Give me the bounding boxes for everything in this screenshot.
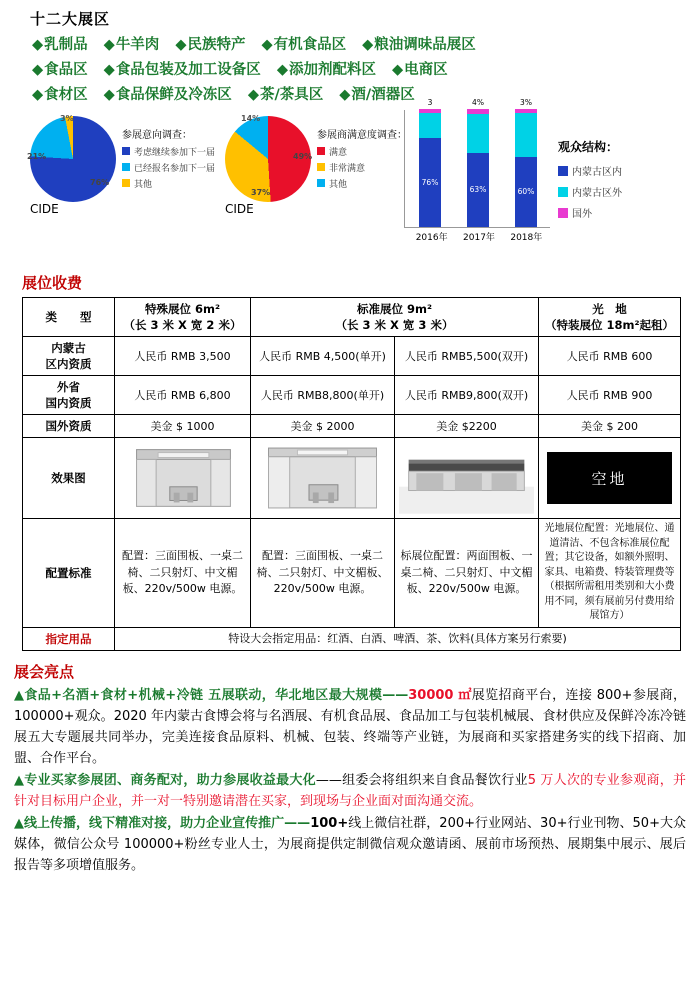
chart-audience-structure — [400, 98, 550, 250]
highlight-item — [14, 685, 686, 769]
row-label-inner-mongolia — [23, 337, 115, 376]
legend-swatch — [317, 147, 325, 155]
legend-item — [317, 161, 407, 174]
highlight-head: 食品+名酒+食材+机械+冷链 五展联动，华北地区最大规模—— — [24, 688, 409, 703]
diamond-icon: ◆ — [339, 87, 351, 103]
cell-config-raw-space: 光地展位配置：光地展位、通道清洁、不包含标准展位配置；其它设备，如额外照明、家具、电箱费、特装管理费等（根据所需租用类别和大小费用不同，须有展前另付费用给展馆方） — [539, 519, 681, 628]
cell-standard-single-price: 人民币 RMB 4,500(单开) — [251, 337, 395, 376]
bar-group-2017 — [467, 98, 489, 227]
highlight-head-tail: 线上微信社群， — [348, 816, 440, 832]
header-line2: （特装展位 18m²起租） — [544, 318, 675, 332]
bar-value-label: 63% — [469, 185, 487, 194]
price-table-title: 展位收费 — [22, 274, 83, 292]
chart-title: 参展商满意度调查： — [317, 129, 407, 141]
bar-value-label: 60% — [517, 187, 535, 196]
header-line2: （长 3 米 X 宽 3 米） — [335, 318, 454, 332]
cell-raw-space-price: 美金 $ 200 — [539, 415, 681, 438]
zone-item: ◆食品区 — [32, 62, 88, 78]
booth-rendering-svg — [255, 441, 390, 515]
cell-standard-single-price: 人民币 RMB8,800(单开) — [251, 376, 395, 415]
legend-item — [558, 184, 622, 199]
legend-label: 考虑继续参加下一届 — [134, 147, 216, 158]
cell-raw-space-price: 人民币 RMB 900 — [539, 376, 681, 415]
booth-rendering-image — [119, 441, 246, 515]
bar-segment-inside — [419, 138, 441, 227]
table-row-config — [23, 519, 681, 628]
charts-section — [0, 98, 700, 268]
legend-swatch — [122, 179, 130, 187]
x-tick-label: 2017年 — [463, 233, 495, 243]
table-header-row — [23, 298, 681, 337]
slice-label: 14% — [241, 114, 261, 123]
bar-plot-area — [404, 98, 550, 228]
bar-group-2016 — [419, 98, 441, 227]
bar-segment-outside — [467, 114, 489, 153]
highlight-head: 线上传播，线下精准对接，助力企业宣传推广—— — [24, 816, 311, 832]
slice-label: 21% — [27, 152, 47, 161]
price-table — [22, 297, 681, 651]
row-label-line1: 外省 — [57, 380, 80, 394]
row-label-config: 配置标准 — [23, 519, 115, 628]
donut-chart — [225, 114, 313, 216]
table-row-designated — [23, 627, 681, 651]
table-row — [23, 376, 681, 415]
bar-x-axis — [408, 230, 550, 243]
legend-label: 国外 — [572, 209, 592, 220]
row-label-rendering: 效果图 — [23, 438, 115, 519]
zone-item: ◆食材区 — [32, 87, 88, 103]
diamond-icon: ◆ — [247, 87, 259, 103]
bar-group-2018 — [515, 98, 537, 227]
header-line1: 标准展位 9m² — [356, 302, 433, 316]
zone-row — [20, 33, 700, 54]
cell-standard-double-price: 人民币 RMB5,500(双开) — [395, 337, 539, 376]
empty-land-label: 空地 — [547, 452, 672, 504]
legend-item — [558, 205, 622, 220]
bar-segment-outside — [419, 113, 441, 138]
highlights-list — [14, 685, 686, 876]
zone-item: ◆食品包装及加工设备区 — [103, 62, 261, 78]
zone-row — [20, 58, 700, 79]
legend-swatch — [122, 163, 130, 171]
cell-rendering-raw-space — [539, 438, 681, 519]
highlight-head-tail: 展览招商平台， — [471, 688, 566, 703]
cell-config-standard-single: 配置：三面围板、一桌二椅、二只射灯、中文楣板、220v/500w 电源。 — [251, 519, 395, 628]
slice-label: 76% — [90, 178, 110, 187]
highlight-head: 专业买家参展团、商务配对，助力参展收益最大化 — [24, 773, 316, 789]
cell-special-price: 人民币 RMB 3,500 — [115, 337, 251, 376]
diamond-icon: ◆ — [103, 37, 115, 53]
header-type: 类 型 — [23, 298, 115, 337]
header-standard-booth — [251, 298, 539, 337]
slice-label: 3% — [60, 114, 74, 123]
cell-designated-text: 特设大会指定用品：红酒、白酒、啤酒、茶、饮料(具体方案另行索要) — [115, 627, 681, 651]
legend-item — [317, 145, 407, 158]
cell-special-price: 人民币 RMB 6,800 — [115, 376, 251, 415]
donut-center-label: CIDE — [225, 202, 254, 216]
zone-item: ◆添加剂配料区 — [276, 62, 376, 78]
diamond-icon: ◆ — [391, 62, 404, 78]
row-label-other-province — [23, 376, 115, 415]
diamond-icon: ◆ — [32, 62, 44, 78]
zone-item: ◆有机食品区 — [261, 37, 347, 53]
highlight-body: 200+行业网站、30+行业刊物、50+大众媒体，微信公众号 100000+粉丝专业人士，为展商提供定制微信观众邀请函、展前市场预热、展期集中展示、展后报告等多项增值服务。 — [14, 816, 686, 874]
cell-standard-double-price: 人民币 RMB9,800(双开) — [395, 376, 539, 415]
diamond-icon: ◆ — [276, 62, 288, 78]
legend-item — [317, 177, 407, 190]
row-label-line1: 内蒙古 — [51, 341, 86, 355]
chart-legend — [122, 126, 215, 193]
booth-rendering-image — [399, 441, 534, 515]
bar-segment-inside — [515, 157, 537, 227]
legend-label: 已经报名参加下一届 — [134, 163, 216, 174]
legend-label: 满意 — [329, 147, 348, 158]
bar-value-label: 3 — [427, 98, 433, 107]
cell-rendering-special — [115, 438, 251, 519]
zone-item: ◆牛羊肉 — [103, 37, 160, 53]
cell-rendering-standard-single — [251, 438, 395, 519]
cell-standard-double-price: 美金 $2200 — [395, 415, 539, 438]
cell-config-standard-double: 标展位配置：两面围板、一桌二椅、二只射灯、中文楣板、220v/500w 电源。 — [395, 519, 539, 628]
cell-config-special: 配置：三面围板、一桌二椅、二只射灯、中文楣板、220v/500w 电源。 — [115, 519, 251, 628]
legend-swatch — [317, 163, 325, 171]
zones-list — [20, 33, 700, 104]
header-raw-space — [539, 298, 681, 337]
zone-item: ◆电商区 — [391, 62, 448, 78]
triangle-icon: ▲ — [14, 773, 25, 789]
legend-swatch — [558, 208, 568, 218]
header-line2: （长 3 米 X 宽 2 米） — [123, 318, 242, 332]
audience-title: 观众结构： — [558, 140, 619, 154]
bar-segment-outside — [515, 113, 537, 157]
highlight-head-red: 30000 ㎡ — [408, 688, 472, 703]
highlight-body: 5 万人次的专业参观商，并针对目标用户企业，并一对一特别邀请潜在买家，到现场与企业面对面沟通交流。 — [14, 773, 686, 810]
donut-chart — [27, 114, 116, 216]
chart-title: 参展意向调查： — [122, 129, 192, 141]
legend-swatch — [558, 166, 568, 176]
legend-label: 内蒙古区内 — [572, 167, 622, 178]
audience-legend — [558, 138, 622, 226]
legend-label: 内蒙古区外 — [572, 188, 622, 199]
legend-swatch — [558, 187, 568, 197]
triangle-icon: ▲ — [14, 688, 25, 703]
cell-raw-space-price: 人民币 RMB 600 — [539, 337, 681, 376]
bar-value-label: 76% — [421, 177, 439, 187]
row-label-designated: 指定用品 — [23, 627, 115, 651]
chart-exhibitor-satisfaction — [225, 114, 407, 216]
legend-item — [558, 163, 622, 178]
highlights-title: 展会亮点 — [14, 663, 75, 681]
cell-special-price: 美金 $ 1000 — [115, 415, 251, 438]
highlight-body: 连接 800+参展商，100000+观众。2020 年内蒙古食博会将与名酒展、有机食品展、食品加工与包装机械展、食材供应及保鲜冷冻冷链展五大专题展共同举办，完美连接食品原料、机械、包装、终端等产业链，为展商和买家搭建务实的线下招商、加盟、合作平台。 — [14, 688, 686, 767]
zone-item: ◆食品保鲜及冷冻区 — [103, 87, 232, 103]
chart-legend — [317, 126, 407, 193]
table-row — [23, 337, 681, 376]
diamond-icon: ◆ — [175, 37, 187, 53]
legend-label: 非常满意 — [329, 163, 366, 174]
header-line1: 光 地 — [592, 302, 627, 316]
zone-item: ◆酒/酒器区 — [339, 87, 415, 103]
zone-item: ◆民族特产 — [175, 37, 246, 53]
bar-value-label: 3% — [520, 98, 532, 107]
booth-rendering-svg — [399, 441, 534, 515]
highlight-item — [14, 770, 686, 812]
legend-swatch — [317, 179, 325, 187]
row-label-overseas: 国外资质 — [23, 415, 115, 438]
legend-item — [122, 145, 215, 158]
diamond-icon: ◆ — [103, 62, 115, 78]
booth-rendering-svg — [119, 441, 246, 515]
table-row — [23, 415, 681, 438]
row-label-line2: 国内资质 — [45, 396, 92, 410]
highlight-item — [14, 813, 686, 876]
header-special-booth — [115, 298, 251, 337]
header-line1: 特殊展位 6m² — [144, 302, 221, 316]
legend-swatch — [122, 147, 130, 155]
legend-label: 其他 — [134, 179, 153, 190]
bar-segment-inside — [467, 153, 489, 227]
booth-rendering-image — [255, 441, 390, 515]
diamond-icon: ◆ — [103, 87, 115, 103]
legend-item — [122, 177, 215, 190]
zone-item: ◆乳制品 — [32, 37, 88, 53]
x-tick-label: 2018年 — [510, 233, 543, 243]
x-tick-label: 2016年 — [415, 233, 448, 243]
diamond-icon: ◆ — [32, 37, 44, 53]
diamond-icon: ◆ — [261, 37, 273, 53]
highlight-head-tail: ——组委会将组织来自食品餐饮行业 — [315, 773, 528, 789]
bar-value-label: 4% — [472, 98, 484, 107]
zones-title: 十二大展区 — [30, 10, 111, 28]
highlight-head-red: 100+ — [310, 816, 349, 832]
legend-item — [122, 161, 215, 174]
slice-label: 49% — [293, 152, 313, 161]
zone-row — [20, 83, 700, 104]
zone-item: ◆粮油调味品展区 — [362, 37, 476, 53]
cell-standard-single-price: 美金 $ 2000 — [251, 415, 395, 438]
donut-center-label: CIDE — [30, 202, 59, 216]
slice-label: 37% — [251, 188, 271, 197]
row-label-line2: 区内资质 — [45, 357, 92, 371]
table-row-renderings — [23, 438, 681, 519]
diamond-icon: ◆ — [362, 37, 374, 53]
cell-rendering-standard-double — [395, 438, 539, 519]
zones-section — [0, 8, 700, 104]
diamond-icon: ◆ — [32, 87, 44, 103]
triangle-icon: ▲ — [14, 816, 25, 832]
chart-participation-intent — [27, 114, 216, 216]
legend-label: 其他 — [329, 179, 348, 190]
zone-item: ◆茶/茶具区 — [247, 87, 324, 103]
